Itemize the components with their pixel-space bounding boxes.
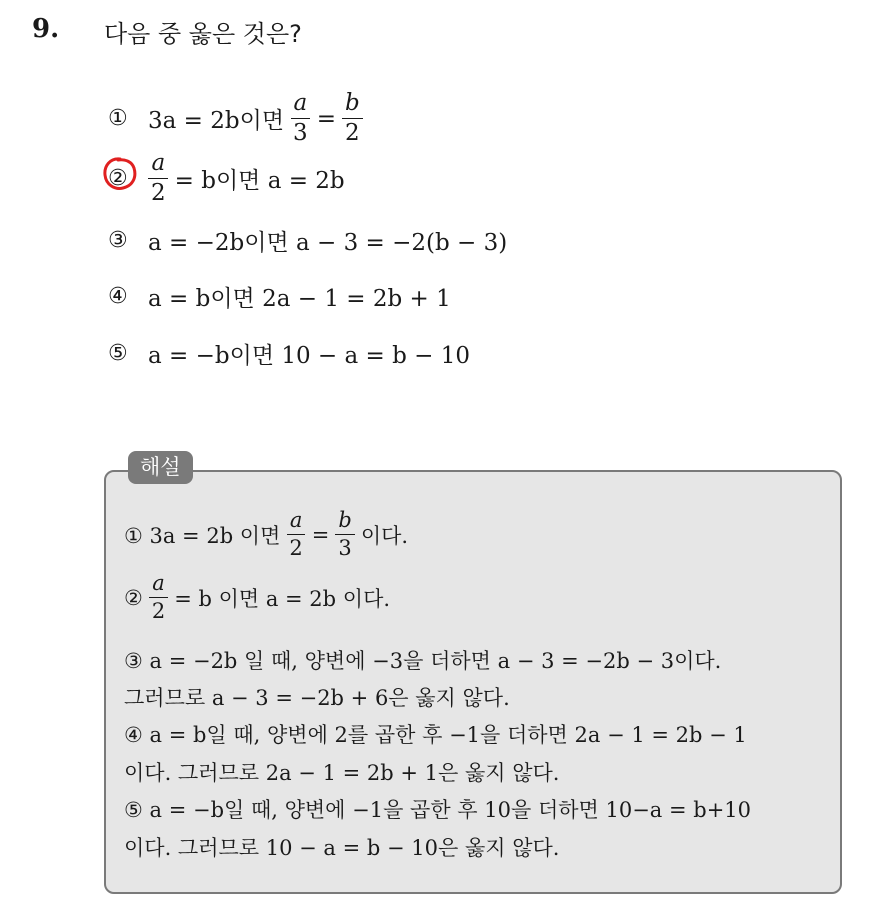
choice-number: ⑤ xyxy=(108,341,128,366)
choice-5[interactable] xyxy=(108,337,470,370)
choice-expression: a = −2b이면 a − 3 = −2(b − 3) xyxy=(148,230,508,256)
choice-2[interactable] xyxy=(108,152,345,205)
numerator: b xyxy=(342,92,363,119)
solution-text: ① 3a = 2b 이면 xyxy=(124,523,281,548)
equals-sign: = xyxy=(311,522,330,547)
numerator: b xyxy=(335,510,354,535)
solution-label: 해설 xyxy=(128,451,193,484)
solution-line-1 xyxy=(124,510,408,559)
solution-line-3a xyxy=(124,645,721,675)
choice-number: ② xyxy=(108,166,128,191)
fraction xyxy=(149,573,168,622)
numerator: a xyxy=(149,573,168,598)
denominator: 3 xyxy=(293,120,308,146)
numerator: a xyxy=(287,510,306,535)
solution-line-4b xyxy=(124,757,559,787)
numerator: a xyxy=(148,152,168,179)
solution-text: ⑤ a = −b일 때, 양변에 −1을 곱한 후 10을 더하면 10−a = b+10 xyxy=(124,798,752,822)
question-number: 9. xyxy=(32,14,60,44)
solution-line-5b xyxy=(124,832,559,862)
choice-expression: 3a = 2b이면 xyxy=(148,108,285,134)
solution-text: = b 이면 a = 2b 이다. xyxy=(174,586,391,611)
fraction xyxy=(148,152,169,205)
denominator: 2 xyxy=(151,599,166,623)
solution-line-5a xyxy=(124,794,751,824)
solution-text: 이다. 그러므로 2a − 1 = 2b + 1은 옳지 않다. xyxy=(124,761,560,785)
denominator: 2 xyxy=(289,536,303,560)
denominator: 2 xyxy=(151,180,166,206)
solution-line-3b xyxy=(124,682,510,712)
solution-text: 그러므로 a − 3 = −2b + 6은 옳지 않다. xyxy=(124,686,510,710)
solution-line-4a xyxy=(124,719,747,749)
denominator: 2 xyxy=(345,120,360,146)
choice-expression: a = b이면 2a − 1 = 2b + 1 xyxy=(148,286,451,312)
fraction xyxy=(290,92,311,145)
fraction xyxy=(335,510,354,559)
choice-expression: a = −b이면 10 − a = b − 10 xyxy=(148,343,470,369)
solution-text: ④ a = b일 때, 양변에 2를 곱한 후 −1을 더하면 2a − 1 = 2b − 1 xyxy=(124,723,747,747)
solution-text: ③ a = −2b 일 때, 양변에 −3을 더하면 a − 3 = −2b − 3이다. xyxy=(124,649,722,673)
choice-number: ① xyxy=(108,106,128,131)
equals-sign: = xyxy=(316,105,336,132)
choice-3[interactable] xyxy=(108,224,507,257)
choice-4[interactable] xyxy=(108,280,451,313)
fraction xyxy=(286,510,305,559)
solution-text: ② xyxy=(124,585,143,610)
fraction xyxy=(342,92,363,145)
choice-number: ③ xyxy=(108,228,128,253)
solution-text: 이다. xyxy=(360,523,409,548)
numerator: a xyxy=(291,92,311,119)
choice-expression: = b이면 a = 2b xyxy=(174,168,345,194)
solution-line-2 xyxy=(124,573,390,622)
choice-number: ④ xyxy=(108,284,128,309)
denominator: 3 xyxy=(338,536,352,560)
choice-1[interactable] xyxy=(108,92,369,145)
solution-text: 이다. 그러므로 10 − a = b − 10은 옳지 않다. xyxy=(124,836,560,860)
question-text: 다음 중 옳은 것은? xyxy=(104,20,302,48)
